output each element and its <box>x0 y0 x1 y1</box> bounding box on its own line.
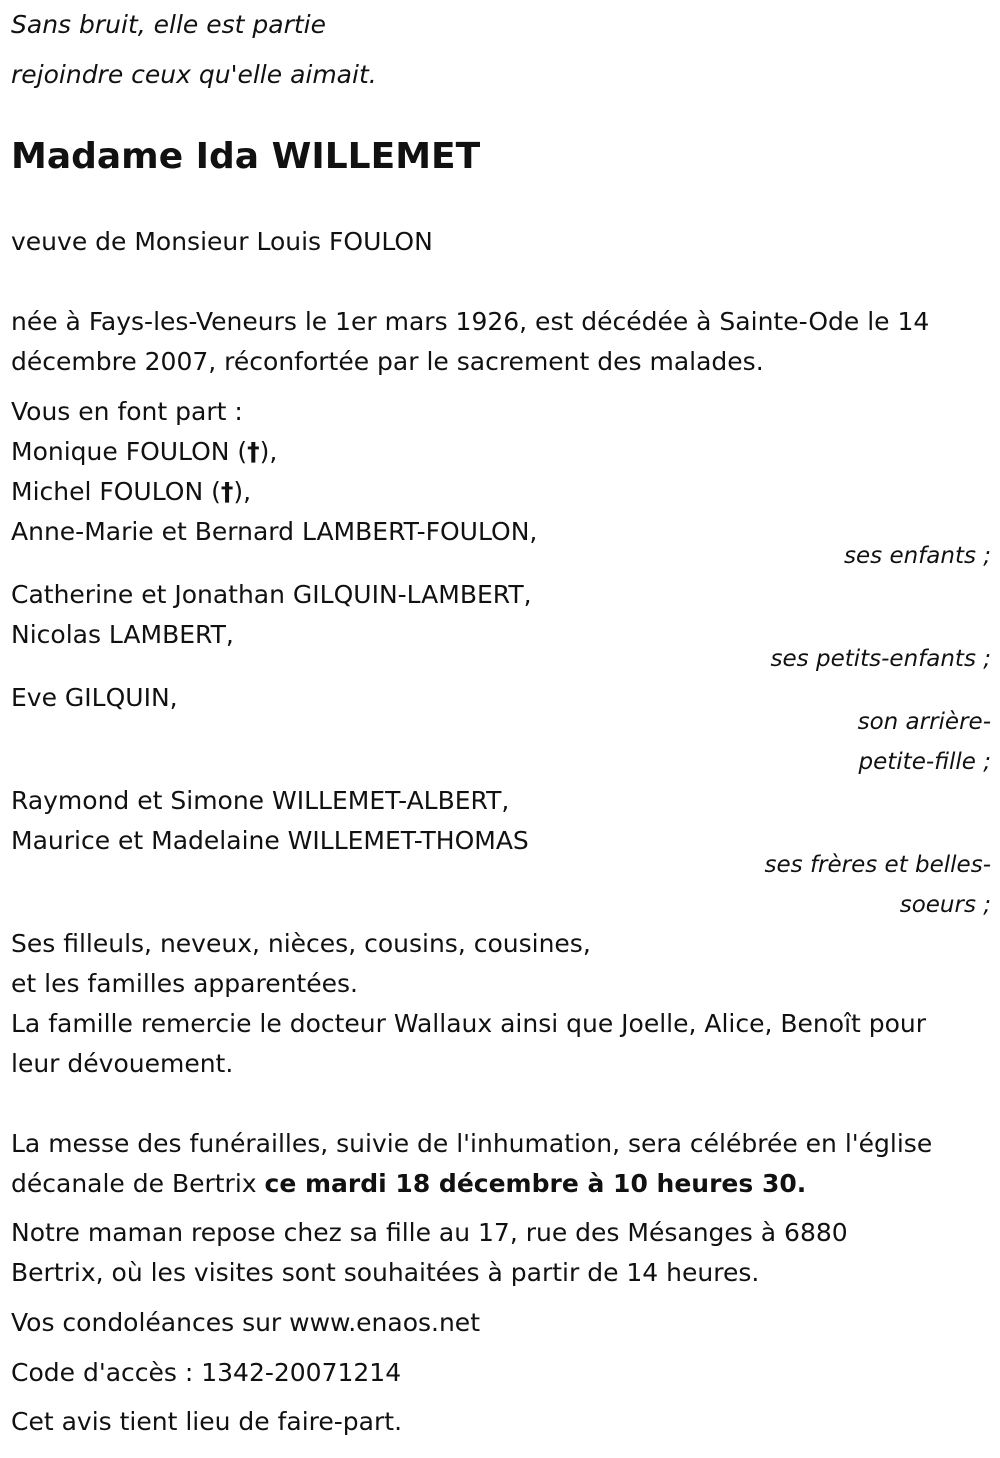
cross-icon: † <box>247 437 260 466</box>
child-name-michel <box>11 477 251 507</box>
epigraph-line-1: Sans bruit, elle est partie <box>11 10 326 39</box>
funeral-date-time: ce mardi 18 décembre à 10 heures 30. <box>264 1169 807 1198</box>
great-grandchild-label-1: son arrière- <box>857 709 991 735</box>
child-name-monique <box>11 437 277 467</box>
grandchildren-label: ses petits-enfants ; <box>770 646 991 672</box>
others-line-1: Ses filleuls, neveux, nièces, cousins, cousines, <box>11 929 591 958</box>
widow-of-line: veuve de Monsieur Louis FOULON <box>11 227 433 256</box>
siblings-label-2: soeurs ; <box>899 892 991 918</box>
deceased-name-title: Madame Ida WILLEMET <box>11 136 481 177</box>
epigraph-line-2: rejoindre ceux qu'elle aimait. <box>11 60 377 89</box>
announce-intro: Vous en font part : <box>11 397 243 426</box>
others-line-2: et les familles apparentées. <box>11 969 358 998</box>
sibling-name-2: Maurice et Madelaine WILLEMET-THOMAS <box>11 826 529 855</box>
funeral-place: décanale de Bertrix <box>11 1169 265 1198</box>
child-name-text: Michel FOULON ( <box>11 477 221 506</box>
cross-icon: † <box>220 477 234 506</box>
grandchild-name-2: Nicolas LAMBERT, <box>11 620 234 649</box>
sibling-name-1: Raymond et Simone WILLEMET-ALBERT, <box>11 786 510 815</box>
thanks-line-2: leur dévouement. <box>11 1049 234 1078</box>
great-grandchild-name: Eve GILQUIN, <box>11 683 178 712</box>
rest-line-1: Notre maman repose chez sa fille au 17, rue des Mésanges à 6880 <box>11 1218 848 1247</box>
child-name-end: ), <box>259 437 278 466</box>
access-code-line: Code d'accès : 1342-20071214 <box>11 1358 402 1387</box>
birth-death-line-1: née à Fays-les-Veneurs le 1er mars 1926, est décédée à Sainte-Ode le 14 <box>11 307 930 336</box>
birth-death-line-2: décembre 2007, réconfortée par le sacrement des malades. <box>11 347 764 376</box>
condolences-line: Vos condoléances sur www.enaos.net <box>11 1308 480 1337</box>
siblings-label-1: ses frères et belles- <box>764 852 991 878</box>
rest-line-2: Bertrix, où les visites sont souhaitées à partir de 14 heures. <box>11 1258 760 1287</box>
child-name-anne-marie: Anne-Marie et Bernard LAMBERT-FOULON, <box>11 517 538 546</box>
children-label: ses enfants ; <box>844 543 991 569</box>
child-name-end: ), <box>233 477 252 506</box>
grandchild-name-1: Catherine et Jonathan GILQUIN-LAMBERT, <box>11 580 532 609</box>
closing-line: Cet avis tient lieu de faire-part. <box>11 1407 403 1436</box>
thanks-line-1: La famille remercie le docteur Wallaux ainsi que Joelle, Alice, Benoît pour <box>11 1009 927 1038</box>
funeral-line-1: La messe des funérailles, suivie de l'inhumation, sera célébrée en l'église <box>11 1129 933 1158</box>
funeral-line-2 <box>11 1169 806 1199</box>
child-name-text: Monique FOULON ( <box>11 437 248 466</box>
great-grandchild-label-2: petite-fille ; <box>858 749 991 775</box>
